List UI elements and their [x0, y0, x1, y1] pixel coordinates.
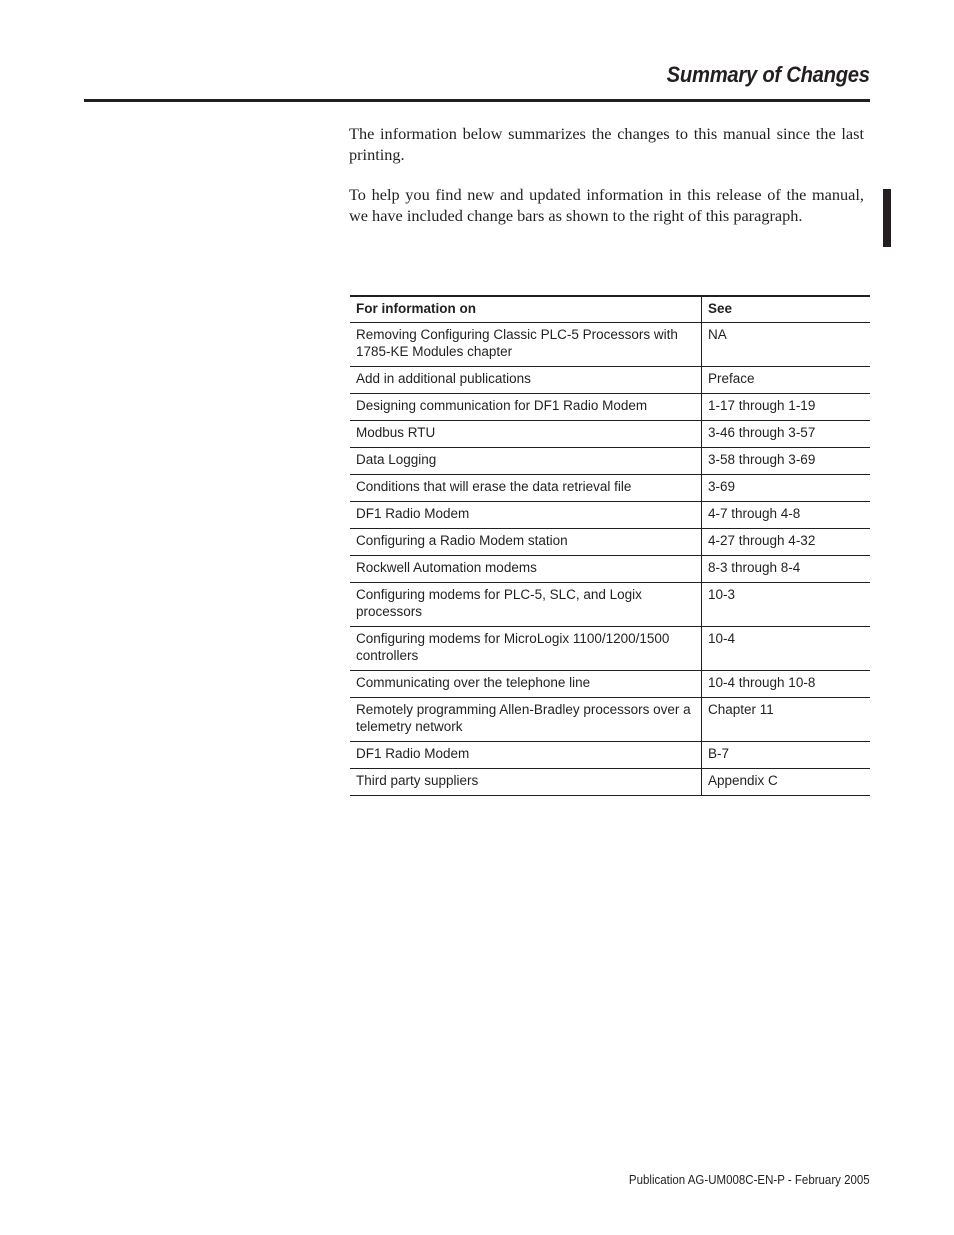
table-row — [350, 556, 870, 583]
footer-publication: Publication AG-UM008C-EN-P - February 2005 — [629, 1173, 870, 1187]
row-topic: Communicating over the telephone line — [350, 671, 702, 698]
table-row — [350, 529, 870, 556]
row-see: 10-4 — [702, 627, 871, 671]
row-topic: Data Logging — [350, 448, 702, 475]
row-see: 10-3 — [702, 583, 871, 627]
table-row — [350, 627, 870, 671]
table-row — [350, 367, 870, 394]
title-rule — [84, 99, 870, 102]
row-topic: Add in additional publications — [350, 367, 702, 394]
row-topic: Removing Configuring Classic PLC-5 Processors with 1785-KE Modules chapter — [350, 323, 702, 367]
row-see: 3-46 through 3-57 — [702, 421, 871, 448]
row-see: 3-69 — [702, 475, 871, 502]
changes-table — [350, 295, 870, 796]
table-row — [350, 583, 870, 627]
intro-paragraph-1: The information below summarizes the changes to this manual since the last printing. — [349, 124, 864, 164]
page-title: Summary of Changes — [666, 62, 870, 87]
row-topic: DF1 Radio Modem — [350, 502, 702, 529]
row-topic: Third party suppliers — [350, 769, 702, 796]
table-row — [350, 742, 870, 769]
row-see: 4-7 through 4-8 — [702, 502, 871, 529]
row-see: NA — [702, 323, 871, 367]
column-header-topic: For information on — [350, 296, 702, 323]
table-row — [350, 671, 870, 698]
row-see: 10-4 through 10-8 — [702, 671, 871, 698]
table-row — [350, 769, 870, 796]
table-row — [350, 421, 870, 448]
row-see: Chapter 11 — [702, 698, 871, 742]
row-see: 4-27 through 4-32 — [702, 529, 871, 556]
row-topic: DF1 Radio Modem — [350, 742, 702, 769]
column-header-see: See — [702, 296, 871, 323]
row-topic: Conditions that will erase the data retrieval file — [350, 475, 702, 502]
row-see: 1-17 through 1-19 — [702, 394, 871, 421]
row-topic: Configuring modems for MicroLogix 1100/1200/1500 controllers — [350, 627, 702, 671]
row-see: 3-58 through 3-69 — [702, 448, 871, 475]
change-bar — [883, 189, 891, 247]
row-topic: Modbus RTU — [350, 421, 702, 448]
row-see: Appendix C — [702, 769, 871, 796]
row-topic: Designing communication for DF1 Radio Modem — [350, 394, 702, 421]
table-header-row — [350, 296, 870, 323]
table-row — [350, 394, 870, 421]
row-see: B-7 — [702, 742, 871, 769]
table-row — [350, 475, 870, 502]
row-see: 8-3 through 8-4 — [702, 556, 871, 583]
table-row — [350, 698, 870, 742]
table-row — [350, 323, 870, 367]
row-see: Preface — [702, 367, 871, 394]
row-topic: Remotely programming Allen-Bradley processors over a telemetry network — [350, 698, 702, 742]
table-row — [350, 448, 870, 475]
row-topic: Configuring a Radio Modem station — [350, 529, 702, 556]
table-row — [350, 502, 870, 529]
intro-paragraph-2: To help you find new and updated information in this release of the manual, we have included change bars as shown to the right of this paragraph. — [349, 185, 864, 225]
row-topic: Rockwell Automation modems — [350, 556, 702, 583]
row-topic: Configuring modems for PLC-5, SLC, and Logix processors — [350, 583, 702, 627]
